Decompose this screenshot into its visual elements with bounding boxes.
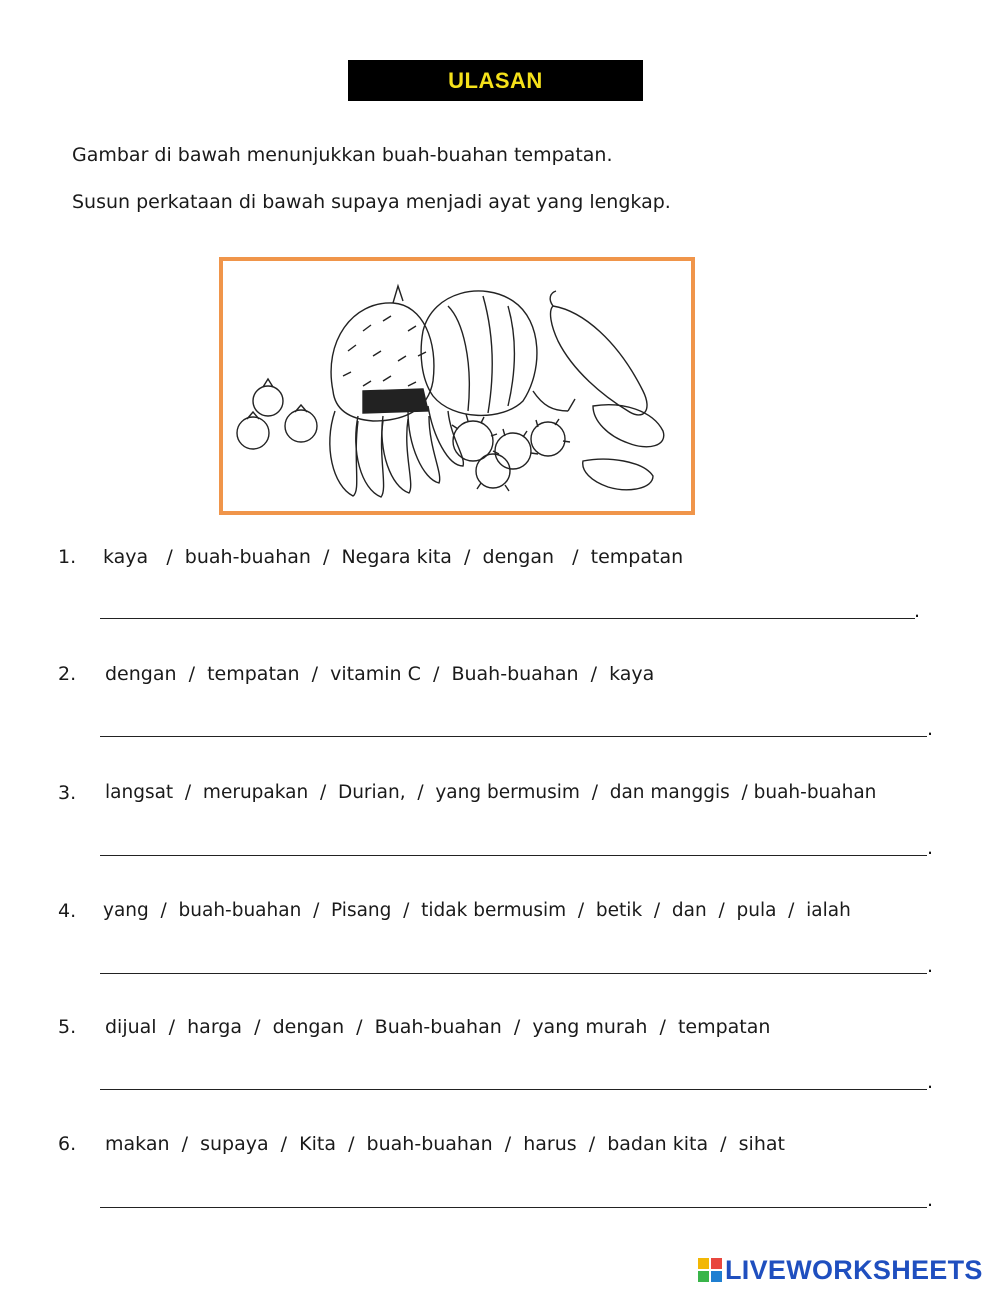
question-6-words: makan / supaya / Kita / buah-buahan / harus / badan kita / sihat	[105, 1133, 785, 1155]
answer-line-5[interactable]	[100, 1089, 927, 1090]
answer-4-period: .	[927, 955, 934, 977]
answer-line-2[interactable]	[100, 736, 927, 737]
answer-2-period: .	[927, 718, 934, 740]
question-2-words: dengan / tempatan / vitamin C / Buah-buahan / kaya	[105, 663, 655, 685]
question-2-number: 2.	[58, 663, 77, 685]
question-3-words: langsat / merupakan / Durian, / yang bermusim / dan manggis / buah-buahan	[105, 782, 877, 803]
answer-6-period: .	[927, 1189, 934, 1211]
fruit-illustration	[219, 257, 695, 515]
liveworksheets-logo-icon	[697, 1257, 723, 1283]
question-6-number: 6.	[58, 1133, 77, 1155]
answer-line-1[interactable]	[100, 618, 915, 619]
title-banner	[348, 60, 643, 101]
answer-5-period: .	[927, 1071, 934, 1093]
instruction-line-2: Susun perkataan di bawah supaya menjadi ayat yang lengkap.	[72, 191, 671, 213]
brand-name: LIVEWORKSHEETS	[725, 1254, 983, 1285]
question-5-number: 5.	[58, 1016, 77, 1038]
question-1-number: 1.	[58, 546, 77, 568]
answer-line-6[interactable]	[100, 1207, 927, 1208]
question-4-number: 4.	[58, 900, 77, 922]
fruit-drawing	[223, 261, 691, 511]
question-4-words: yang / buah-buahan / Pisang / tidak bermusim / betik / dan / pula / ialah	[103, 900, 851, 921]
answer-1-period: .	[914, 600, 921, 622]
answer-line-4[interactable]	[100, 973, 927, 974]
instruction-line-1: Gambar di bawah menunjukkan buah-buahan tempatan.	[72, 144, 613, 166]
answer-line-3[interactable]	[100, 855, 927, 856]
liveworksheets-brand	[697, 1255, 983, 1285]
question-5-words: dijual / harga / dengan / Buah-buahan / yang murah / tempatan	[105, 1016, 771, 1038]
answer-3-period: .	[927, 837, 934, 859]
question-3-number: 3.	[58, 782, 77, 804]
question-1-words: kaya / buah-buahan / Negara kita / dengan / tempatan	[103, 546, 684, 568]
page-title: ULASAN	[448, 67, 543, 93]
